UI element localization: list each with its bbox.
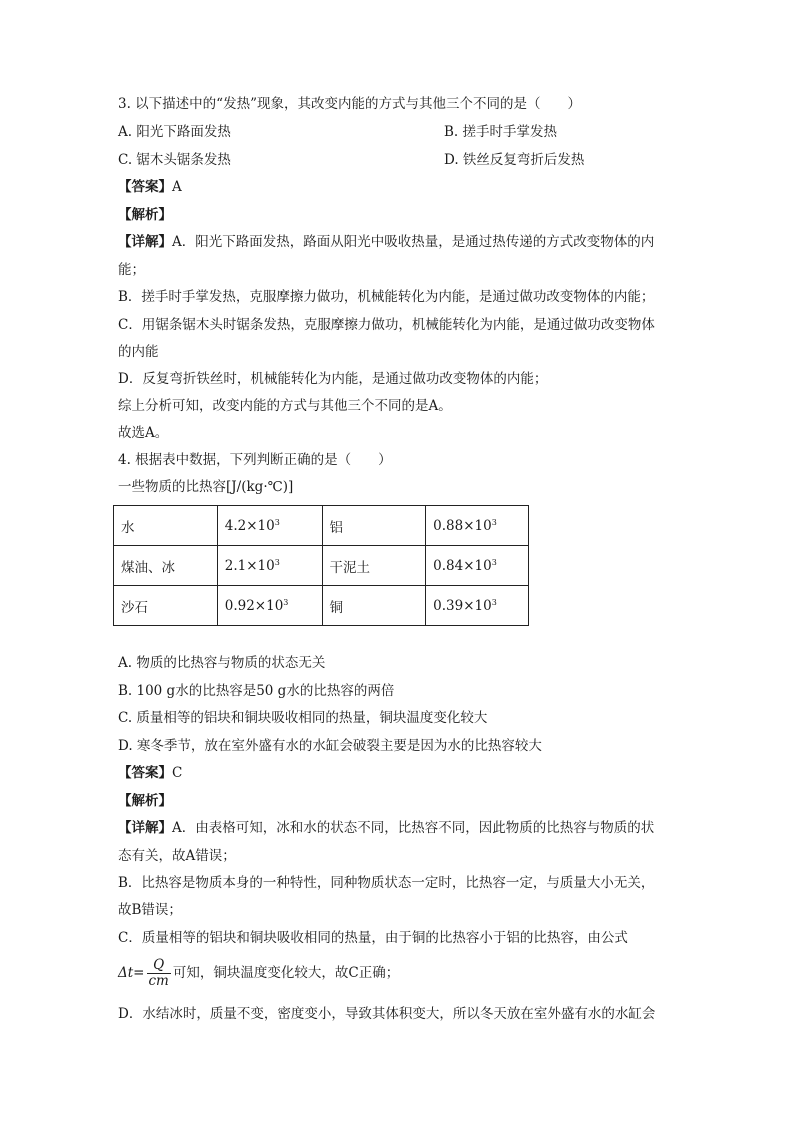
- q4-answer-value: C: [172, 765, 183, 781]
- q4-detail-b-line1: B．比热容是物质本身的一种特性，同种物质状态一定时，比热容一定，与质量大小无关，: [118, 875, 655, 891]
- q3-detail-d: D．反复弯折铁丝时，机械能转化为内能，是通过做功改变物体的内能；: [118, 371, 548, 387]
- q3-detail-a-text: A．阳光下路面发热，路面从阳光中吸收热量，是通过热传递的方式改变物体的内: [172, 234, 655, 250]
- q4-option-c: C. 质量相等的铝块和铜块吸收相同的热量，铜块温度变化较大: [118, 710, 488, 726]
- table-cell-substance: 水: [114, 506, 218, 546]
- table-cell-value: $2.1\times 10^3$: [217, 546, 322, 586]
- q4-detail-d: D．水结冰时，质量不变，密度变小，导致其体积变大，所以冬天放在室外盛有水的水缸会: [118, 1006, 656, 1022]
- table-cell-substance: 煤油、冰: [114, 546, 218, 586]
- q4-answer: [118, 763, 182, 783]
- table-cell-value: $0.88\times 10^3$: [426, 506, 529, 546]
- q4-option-b: B. 100 g水的比热容是50 g水的比热容的两倍: [118, 683, 395, 699]
- table-cell-value: $4.2\times 10^3$: [217, 506, 322, 546]
- formula-fraction: [147, 958, 171, 989]
- table-cell-substance: 干泥土: [322, 546, 426, 586]
- formula-denominator: cm: [148, 973, 169, 989]
- q3-detail-c-line2: 的内能: [118, 344, 159, 360]
- q4-detail-a-line2: 态有关，故A错误；: [118, 848, 236, 864]
- q3-analysis-tag: 【解析】: [118, 207, 172, 223]
- q3-answer: [118, 177, 182, 197]
- table-cell-value: $0.84\times 10^3$: [426, 546, 529, 586]
- q4-analysis-tag: 【解析】: [118, 793, 172, 809]
- q3-option-a: A. 阳光下路面发热: [118, 124, 231, 140]
- q4-option-a: A. 物质的比热容与物质的状态无关: [118, 655, 326, 671]
- q3-detail-tag: 【详解】: [118, 234, 172, 250]
- q3-choose: 故选A。: [118, 425, 169, 441]
- formula-numerator: Q: [147, 958, 171, 974]
- q3-answer-tag: 【答案】: [118, 179, 172, 195]
- q4-detail-c-line2: [118, 956, 399, 990]
- table-cell-value: $0.92\times 10^3$: [217, 586, 322, 626]
- q3-detail-b: B．搓手时手掌发热，克服摩擦力做功，机械能转化为内能，是通过做功改变物体的内能；: [118, 289, 655, 305]
- table-cell-substance: 沙石: [114, 586, 218, 626]
- q4-stem: 4. 根据表中数据，下列判断正确的是（ ）: [118, 452, 392, 468]
- table-cell-substance: 铝: [322, 506, 426, 546]
- q3-option-d: D. 铁丝反复弯折后发热: [444, 152, 585, 168]
- q4-detail-a-line1: [118, 818, 654, 838]
- q4-detail-b-line2: 故B错误；: [118, 902, 182, 918]
- q3-stem: 3. 以下描述中的“发热”现象，其改变内能的方式与其他三个不同的是（ ）: [118, 96, 581, 112]
- table-cell-value: $0.39\times 10^3$: [426, 586, 529, 626]
- q3-option-b: B. 搓手时手掌发热: [444, 124, 558, 140]
- q4-answer-tag: 【答案】: [118, 765, 172, 781]
- q3-detail-c-line1: C．用锯条锯木头时锯条发热，克服摩擦力做功，机械能转化为内能，是通过做功改变物体: [118, 317, 655, 333]
- q3-summary: 综上分析可知，改变内能的方式与其他三个不同的是A。: [118, 398, 452, 414]
- q4-option-d: D. 寒冬季节，放在室外盛有水的水缸会破裂主要是因为水的比热容较大: [118, 738, 542, 754]
- table-cell-substance: 铜: [322, 586, 426, 626]
- formula-lhs: Δt=: [118, 965, 145, 981]
- q4-detail-c-line1: C．质量相等的铝块和铜块吸收相同的热量，由于铜的比热容小于铝的比热容，由公式: [118, 930, 628, 946]
- table-row: [114, 506, 529, 546]
- q3-detail-a-line1: [118, 232, 654, 252]
- q3-answer-value: A: [172, 179, 182, 195]
- q3-detail-a-line2: 能；: [118, 262, 145, 278]
- q4-detail-tag: 【详解】: [118, 820, 172, 836]
- q3-option-c: C. 锯木头锯条发热: [118, 152, 231, 168]
- table-caption: 一些物质的比热容[J/(kg·℃)]: [118, 479, 294, 495]
- table-row: [114, 586, 529, 626]
- specific-heat-table: [113, 505, 529, 626]
- table-row: [114, 546, 529, 586]
- q4-detail-a-text: A．由表格可知，冰和水的状态不同，比热容不同，因此物质的比热容与物质的状: [172, 820, 655, 836]
- q4-detail-c-text: 可知，铜块温度变化较大，故C正确；: [172, 965, 400, 981]
